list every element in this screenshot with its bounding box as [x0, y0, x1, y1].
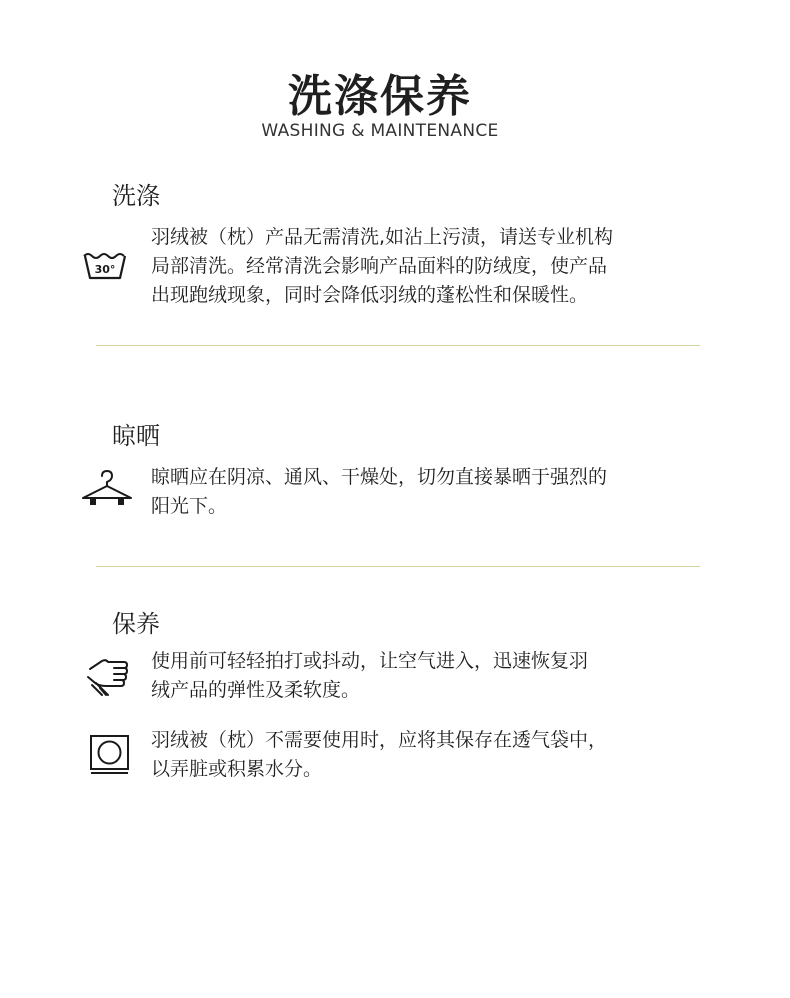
text-line: 局部清洗。经常清洗会影响产品面料的防绒度，使产品 — [151, 255, 608, 277]
tumble-dry-icon — [89, 734, 131, 776]
text-line: 绒产品的弹性及柔软度。 — [151, 679, 361, 701]
care-text-2 — [151, 726, 671, 784]
text-line: 阳光下。 — [151, 495, 228, 517]
section-heading-washing: 洗涤 — [112, 182, 160, 210]
hand-pat-icon — [84, 655, 130, 701]
text-line: 出现跑绒现象，同时会降低羽绒的蓬松性和保暖性。 — [151, 284, 589, 306]
wash-30-icon — [82, 250, 128, 282]
section-heading-care: 保养 — [112, 610, 160, 638]
section-heading-drying: 晾晒 — [112, 422, 160, 450]
text-line: 羽绒被（枕）不需要使用时，应将其保存在透气袋中， — [151, 729, 608, 751]
text-line: 晾晒应在阴凉、通风、干燥处，切勿直接暴晒于强烈的 — [151, 466, 608, 488]
text-line: 使用前可轻轻拍打或抖动，让空气进入，迅速恢复羽 — [151, 650, 589, 672]
section-divider — [96, 566, 700, 567]
text-line: 以弄脏或积累水分。 — [151, 758, 323, 780]
care-text-1 — [151, 647, 671, 705]
page-subtitle: WASHING & MAINTENANCE — [261, 121, 499, 141]
drying-text — [151, 463, 671, 521]
wash-temperature-label: 30° — [94, 263, 116, 276]
section-divider — [96, 345, 700, 346]
hanger-icon — [80, 468, 134, 508]
page-title: 洗涤保养 — [288, 71, 472, 122]
washing-text — [151, 223, 671, 310]
text-line: 羽绒被（枕）产品无需清洗,如沾上污渍，请送专业机构 — [151, 226, 614, 248]
